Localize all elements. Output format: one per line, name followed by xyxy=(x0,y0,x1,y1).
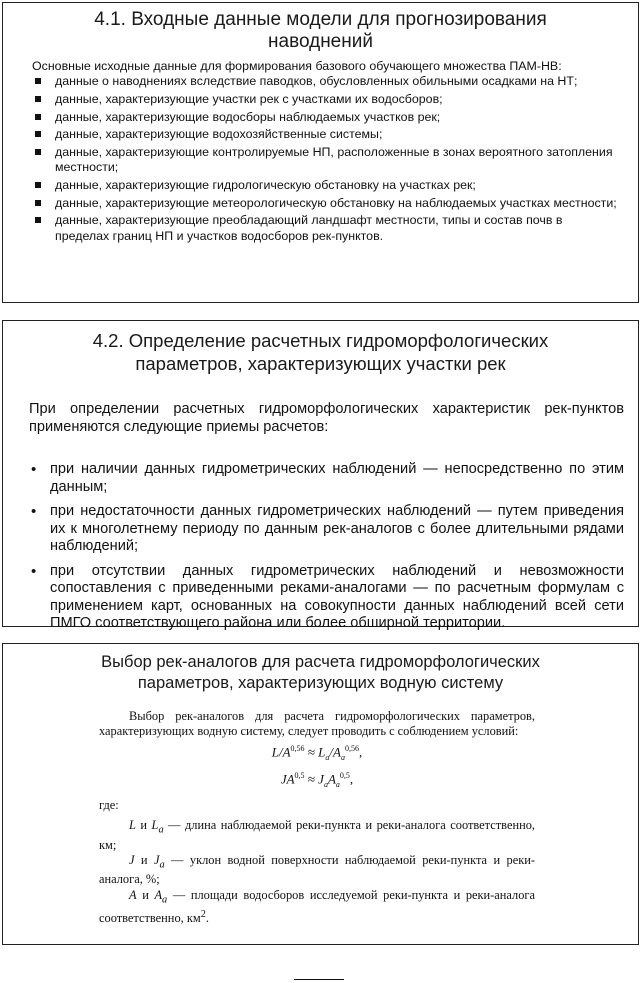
definition-length-text: — длина наблюдаемой реки-пункта и реки-аналога соответственно, км; xyxy=(99,817,535,852)
slide1-title-line2: наводнений xyxy=(268,31,373,52)
formula-length-area: $L/A^{0,56} \approx L_a/A_a^{0,56}$, xyxy=(271,744,363,763)
slide1-body xyxy=(32,59,618,246)
slide-hydromorph-params xyxy=(2,320,639,631)
slide2-body xyxy=(29,401,624,640)
square-bullet-icon xyxy=(35,78,41,84)
slide1-title xyxy=(3,9,638,53)
list-item-text: при отсутствии данных гидрометрических наблюдений и невозможности сопоставления с приведенными реками-аналогами — по расчетным формулам с применением карт, основанных на совокупности данных наблюдений всей сети ПМГО соответствующего района или более обширной территории. xyxy=(50,562,624,631)
square-bullet-icon xyxy=(35,131,41,137)
list-item-text: данные, характеризующие преобладающий ландшафт местности, типы и состав почв в пределах границ НП и участков водосборов рек-пунктов. xyxy=(55,213,563,243)
list-item xyxy=(29,461,624,496)
square-bullet-icon xyxy=(35,96,41,102)
list-item xyxy=(32,178,618,193)
km-squared-sup: 2 xyxy=(200,909,206,921)
square-bullet-icon xyxy=(35,149,41,155)
list-item xyxy=(32,127,618,142)
slide3-title-line2: параметров, характеризующих водную систему xyxy=(137,674,504,692)
list-item xyxy=(32,213,618,243)
slide-river-analogs xyxy=(2,643,639,945)
list-item-text: данные, характеризующие участки рек с участками их водосборов; xyxy=(55,91,443,106)
list-item-text: данные, характеризующие водохозяйственные системы; xyxy=(55,127,383,142)
formula-slope-area: $JA^{0,5} \approx J_aA_a^{0,5}$, xyxy=(280,770,354,789)
definition-slope: J и $J_a$ — уклон водной поверхности наблюдаемой реки-пункта и реки-аналога, %; xyxy=(99,852,535,887)
slide3-body xyxy=(99,709,535,927)
footer-divider xyxy=(294,979,344,980)
square-bullet-icon xyxy=(35,114,41,120)
list-item xyxy=(29,563,624,633)
list-item-text: при наличии данных гидрометрических наблюдений — непосредственно по этим данным; xyxy=(50,461,624,495)
slide3-title xyxy=(3,652,638,694)
square-bullet-icon xyxy=(35,200,41,206)
slide-input-data xyxy=(2,2,639,303)
slide1-intro: Основные исходные данные для формирования базового обучающего множества ПАМ-НВ: xyxy=(32,59,562,73)
slide1-title-line1: 4.1. Входные данные модели для прогнозирования xyxy=(94,9,547,30)
round-bullet-icon: • xyxy=(31,503,37,520)
list-item-text: данные о наводнениях вследствие паводков, обусловленных обильными осадками на НТ; xyxy=(55,74,578,89)
list-item-text: данные, характеризующие водосборы наблюдаемых участков рек; xyxy=(55,109,441,124)
list-item xyxy=(32,196,618,211)
definition-area-text: — площади водосборов исследуемой реки-пункта и реки-аналога соответственно, км xyxy=(99,887,536,926)
square-bullet-icon xyxy=(35,217,41,223)
slide2-list xyxy=(29,461,624,633)
list-item-text: данные, характеризующие контролируемые НП, расположенные в зонах вероятного затопления местности; xyxy=(55,145,613,175)
round-bullet-icon: • xyxy=(31,562,37,580)
slide2-title-line1: 4.2. Определение расчетных гидроморфологических xyxy=(92,330,549,351)
slide1-list xyxy=(32,74,618,244)
list-item xyxy=(32,145,618,175)
list-item-text: при недостаточности данных гидрометрических наблюдений — путем приведения их к многолетнему периоду по данным рек-аналогов с более длительными рядами наблюдений; xyxy=(50,503,624,554)
list-item xyxy=(32,110,618,125)
definition-slope-text: — уклон водной поверхности наблюдаемой реки-пункта и реки-аналога, %; xyxy=(99,852,535,887)
slide2-title-line2: параметров, характеризующих участки рек xyxy=(135,353,506,374)
definition-area: A и $A_a$ — площади водосборов исследуемой реки-пункта и реки-аналога соответственно, $км^2$. xyxy=(99,887,536,926)
list-item-text: данные, характеризующие метеорологическую обстановку на наблюдаемых участках местности; xyxy=(55,195,617,210)
list-item xyxy=(29,503,624,556)
slide3-intro: Выбор рек-аналогов для расчета гидроморфологических параметров, характеризующих водную систему, следует проводить с соблюдением условий: xyxy=(99,709,535,739)
list-item xyxy=(32,74,618,89)
list-item xyxy=(32,92,618,107)
slide3-title-line1: Выбор рек-аналогов для расчета гидроморфологических xyxy=(101,653,540,671)
round-bullet-icon: • xyxy=(31,461,37,478)
where-label: где: xyxy=(99,797,119,812)
slide2-intro: При определении расчетных гидроморфологических характеристик рек-пунктов применяются следующие приемы расчетов: xyxy=(29,401,624,435)
slide2-title xyxy=(3,329,638,375)
list-item-text: данные, характеризующие гидрологическую обстановку на участках рек; xyxy=(55,177,476,192)
definition-length: L и $L_a$ — длина наблюдаемой реки-пункта и реки-аналога соответственно, км; xyxy=(99,817,535,852)
definition-area-end: . xyxy=(205,911,209,926)
square-bullet-icon xyxy=(35,182,41,188)
